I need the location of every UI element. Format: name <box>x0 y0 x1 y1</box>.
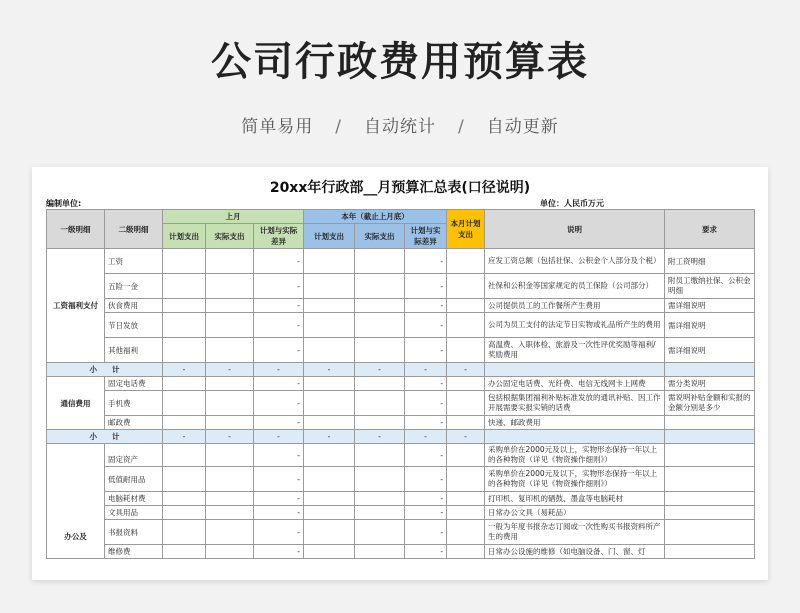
table-row <box>47 391 755 416</box>
header-level1: 一级明细 <box>47 210 105 249</box>
diff-cell: - <box>405 338 447 363</box>
requirement-cell <box>665 467 755 492</box>
description-cell: 一般为年度书报杂志订阅或一次性购买书报资料所产生的费用 <box>485 520 665 545</box>
table-row <box>47 377 755 391</box>
description-cell: 日常办公设施的维修（如电脑设备、门、窗、灯 <box>485 545 665 559</box>
header-this-month-plan: 本月计划支出 <box>447 210 485 249</box>
diff-cell: - <box>405 506 447 520</box>
item-name: 其他福利 <box>105 338 163 363</box>
description-cell: 采购单价在2000元及以上，实物形态保持一年以上的各种物资（详见《物资操作细则》） <box>485 444 665 467</box>
diff-cell: - <box>254 416 304 430</box>
tag-separator: / <box>335 117 342 137</box>
description-cell: 日常办公文具（易耗品） <box>485 506 665 520</box>
requirement-cell <box>665 492 755 506</box>
diff-cell: - <box>254 520 304 545</box>
tag-auto-update: 自动更新 <box>486 117 559 137</box>
description-cell: 办公固定电话费、光纤费、电信无线网卡上网费 <box>485 377 665 391</box>
item-name: 固定资产 <box>105 444 163 467</box>
header-actual: 实际支出 <box>355 224 405 249</box>
description-cell: 公司为员工支付的法定节日实物或礼品所产生的费用 <box>485 313 665 338</box>
item-name: 维修费 <box>105 545 163 559</box>
group-label: 通信费用 <box>47 377 105 430</box>
group-label: 工资福利支付 <box>47 249 105 363</box>
description-cell: 采购单价在2000元及以下，实物形态保持一年以上的各种物资（详见《物资操作细则》） <box>485 467 665 492</box>
requirement-cell: 需详细说明 <box>665 299 755 313</box>
table-row <box>47 416 755 430</box>
description-cell: 公司提供员工的工作餐所产生费用 <box>485 299 665 313</box>
table-row <box>47 506 755 520</box>
diff-cell: - <box>405 377 447 391</box>
item-name: 低值耐用品 <box>105 467 163 492</box>
table-row <box>47 299 755 313</box>
header-requirement: 要求 <box>665 210 755 249</box>
budget-table <box>46 209 755 559</box>
tag-auto-stat: 自动统计 <box>364 117 436 137</box>
table-row <box>47 520 755 545</box>
subtotal-row: 小 计 - - - - - - - <box>47 430 755 444</box>
table-row <box>47 274 755 299</box>
item-name: 固定电话费 <box>105 377 163 391</box>
header-diff: 计划与实际差异 <box>405 224 447 249</box>
group-label: 办公及 <box>47 444 105 559</box>
diff-cell: - <box>254 391 304 416</box>
diff-cell: - <box>254 545 304 559</box>
table-row <box>47 338 755 363</box>
item-name: 书报资料 <box>105 520 163 545</box>
diff-cell: - <box>254 492 304 506</box>
diff-cell: - <box>405 467 447 492</box>
tag-easy: 简单易用 <box>241 117 314 137</box>
diff-cell: - <box>405 492 447 506</box>
diff-cell: - <box>405 444 447 467</box>
unit-label: 单位：人民币万元 <box>540 199 604 208</box>
hero-title: 公司行政费用预算表 <box>211 39 589 85</box>
requirement-cell: 需分类说明 <box>665 377 755 391</box>
subtotal-label: 小 计 <box>47 363 163 377</box>
table-row <box>47 545 755 559</box>
description-cell: 应发工资总额（包括社保、公积金个人部分及个税） <box>485 249 665 274</box>
hero-tagline <box>0 112 800 137</box>
diff-cell: - <box>254 444 304 467</box>
requirement-cell <box>665 506 755 520</box>
item-name: 手机费 <box>105 391 163 416</box>
item-name: 电脑耗材费 <box>105 492 163 506</box>
item-name: 工资 <box>105 249 163 274</box>
item-name: 邮政费 <box>105 416 163 430</box>
item-name: 五险一金 <box>105 274 163 299</box>
item-name: 节日发放 <box>105 313 163 338</box>
header-this-year: 本年（截止上月底） <box>304 210 447 224</box>
requirement-cell: 需说明补贴金额和实报的金额分别是多少 <box>665 391 755 416</box>
header-description: 说明 <box>485 210 665 249</box>
subtotal-label: 小 计 <box>47 430 163 444</box>
header-diff: 计划与实际差异 <box>254 224 304 249</box>
item-name: 伙食费用 <box>105 299 163 313</box>
header-level2: 二级明细 <box>105 210 163 249</box>
diff-cell: - <box>254 299 304 313</box>
tag-separator: / <box>458 117 465 137</box>
header-last-month: 上月 <box>163 210 304 224</box>
diff-cell: - <box>254 338 304 363</box>
description-cell: 社保和公积金等国家规定的员工保险（公司部分） <box>485 274 665 299</box>
requirement-cell: 附员工缴纳社保、公积金明细 <box>665 274 755 299</box>
diff-cell: - <box>254 467 304 492</box>
table-row <box>47 444 755 467</box>
description-cell: 快递、邮政费用 <box>485 416 665 430</box>
spreadsheet-preview <box>32 167 768 580</box>
header-plan: 计划支出 <box>163 224 206 249</box>
table-row <box>47 467 755 492</box>
diff-cell: - <box>405 520 447 545</box>
requirement-cell <box>665 545 755 559</box>
table-row <box>47 313 755 338</box>
diff-cell: - <box>405 274 447 299</box>
description-cell: 高温费、入职体检、旅游及一次性评优奖励等福利/奖励费用 <box>485 338 665 363</box>
description-cell: 包括根据集团福利补贴标准发放的通讯补贴、因工作开展需要实报实销的话费 <box>485 391 665 416</box>
diff-cell: - <box>254 249 304 274</box>
description-cell: 打印机、复印机的硒鼓、墨盒等电脑耗材 <box>485 492 665 506</box>
header-plan: 计划支出 <box>304 224 355 249</box>
diff-cell: - <box>405 545 447 559</box>
sheet-title: 20xx年行政部__月预算汇总表(口径说明) <box>269 180 531 196</box>
item-name: 文具用品 <box>105 506 163 520</box>
diff-cell: - <box>405 249 447 274</box>
header-actual: 实际支出 <box>206 224 254 249</box>
table-row <box>47 249 755 274</box>
diff-cell: - <box>254 274 304 299</box>
diff-cell: - <box>405 416 447 430</box>
requirement-cell <box>665 416 755 430</box>
requirement-cell <box>665 444 755 467</box>
diff-cell: - <box>254 506 304 520</box>
table-row <box>47 492 755 506</box>
diff-cell: - <box>254 313 304 338</box>
requirement-cell: 附工资明细 <box>665 249 755 274</box>
compiler-label: 编制单位: <box>46 199 82 208</box>
diff-cell: - <box>405 299 447 313</box>
diff-cell: - <box>405 313 447 338</box>
diff-cell: - <box>254 377 304 391</box>
subtotal-row: 小 计 - - - - - - - <box>47 363 755 377</box>
requirement-cell <box>665 520 755 545</box>
diff-cell: - <box>405 391 447 416</box>
requirement-cell: 需详细说明 <box>665 338 755 363</box>
requirement-cell: 需详细说明 <box>665 313 755 338</box>
